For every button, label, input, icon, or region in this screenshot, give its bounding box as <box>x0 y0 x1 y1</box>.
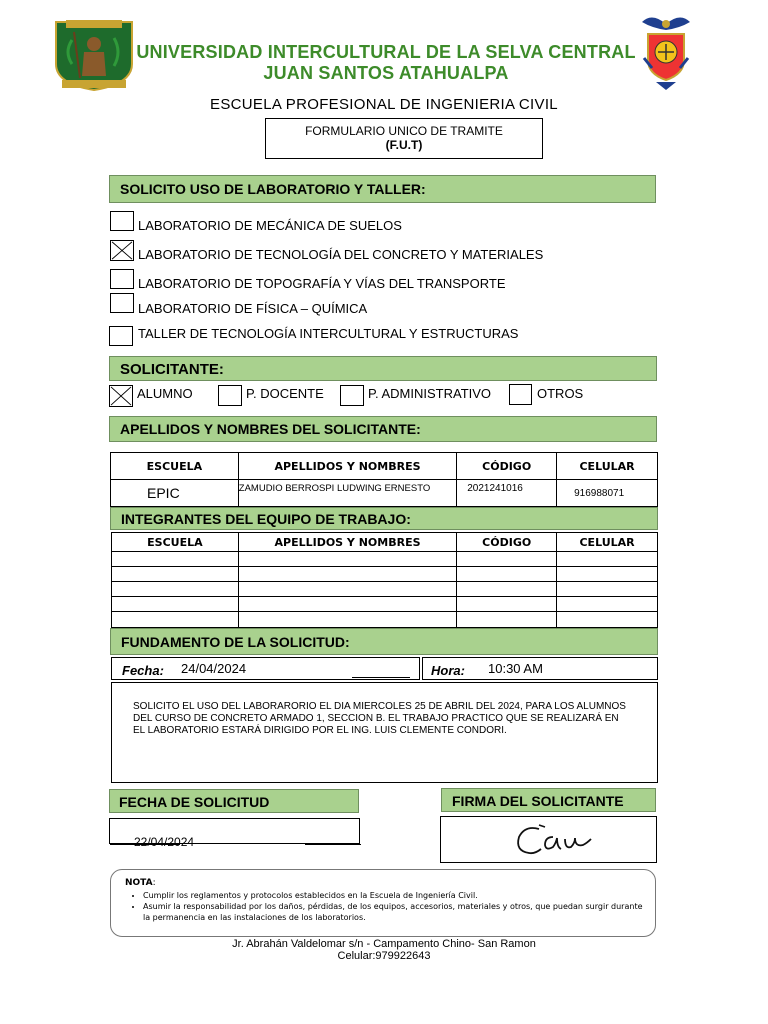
lab-section-title: SOLICITO USO DE LABORATORIO Y TALLER: <box>120 181 426 197</box>
cell-escuela[interactable]: EPIC <box>111 480 239 507</box>
header-nombres: APELLIDOS Y NOMBRES <box>238 453 456 480</box>
option-alumno: ALUMNO <box>137 386 193 401</box>
note-item: • Asumir la responsabilidad por los daños, pérdidas, de los equipos, accesorios, materiales y otros, que puedan surgir durante la permanencia en las instalaciones de los laboratorios. <box>143 901 643 923</box>
university-name: UNIVERSIDAD INTERCULTURAL DE LA SELVA CENTRAL <box>136 42 636 62</box>
table-row <box>111 480 658 507</box>
note-item: • Cumplir los reglamentos y protocolos establecidos en la Escuela de Ingeniería Civil. <box>143 890 643 901</box>
team-header-escuela: ESCUELA <box>112 533 239 552</box>
team-table <box>111 532 658 628</box>
footer-address: Jr. Abrahán Valdelomar s/n - Campamento Chino- San Ramon <box>232 938 536 950</box>
table-row[interactable] <box>112 567 658 582</box>
basis-section-title: FUNDAMENTO DE LA SOLICITUD: <box>121 634 350 650</box>
signature-box[interactable] <box>440 816 657 863</box>
cell-celular[interactable]: 916988071 <box>557 480 658 507</box>
signature-title: FIRMA DEL SOLICITANTE <box>452 793 624 809</box>
note-box <box>110 869 656 937</box>
request-date-box[interactable] <box>109 818 360 849</box>
requester-section-header <box>109 356 657 381</box>
team-header-nombres: APELLIDOS Y NOMBRES <box>238 533 457 552</box>
fecha-value[interactable]: 24/04/2024 <box>181 661 247 676</box>
engineering-emblem-right <box>638 8 694 92</box>
request-date-value: 22/04/2024 <box>134 835 195 849</box>
names-section-header <box>109 416 657 442</box>
team-section-header <box>110 507 658 530</box>
form-abbrev: (F.U.T) <box>385 138 423 152</box>
form-title: FORMULARIO UNICO DE TRAMITE <box>305 124 503 138</box>
requester-table <box>110 452 658 507</box>
cell-nombres[interactable]: ZAMUDIO BERROSPI LUDWING ERNESTO <box>238 480 456 507</box>
team-header-codigo: CÓDIGO <box>457 533 557 552</box>
hora-box <box>422 657 658 680</box>
table-row[interactable] <box>112 597 658 612</box>
footer <box>0 938 768 962</box>
fecha-box <box>111 657 420 680</box>
fecha-underline <box>352 677 410 678</box>
requester-section-title: SOLICITANTE: <box>120 361 224 378</box>
checkbox-administrativo[interactable] <box>340 385 364 406</box>
header-escuela: ESCUELA <box>111 453 239 480</box>
checkbox-concrete-technology[interactable] <box>110 240 134 261</box>
option-concrete-technology: LABORATORIO DE TECNOLOGÍA DEL CONCRETO Y MATERIALES <box>138 247 544 262</box>
signature-header <box>441 788 656 812</box>
checkbox-intercultural-workshop[interactable] <box>109 326 133 346</box>
checkbox-otros[interactable] <box>509 384 532 405</box>
option-docente: P. DOCENTE <box>246 386 324 401</box>
request-date-underline-right <box>305 844 361 845</box>
names-section-title: APELLIDOS Y NOMBRES DEL SOLICITANTE: <box>120 421 421 437</box>
check-x-icon <box>110 386 132 406</box>
hora-value[interactable]: 10:30 AM <box>488 661 543 676</box>
fecha-label: Fecha: <box>122 663 164 678</box>
header-celular: CELULAR <box>557 453 658 480</box>
table-row[interactable] <box>112 612 658 628</box>
option-topography: LABORATORIO DE TOPOGRAFÍA Y VÍAS DEL TRANSPORTE <box>138 276 506 291</box>
table-row[interactable] <box>112 552 658 567</box>
note-title: NOTA <box>125 878 153 888</box>
note-list <box>115 890 643 923</box>
university-subname: JUAN SANTOS ATAHUALPA <box>263 63 509 83</box>
checkbox-topography[interactable] <box>110 269 134 289</box>
option-administrativo: P. ADMINISTRATIVO <box>368 386 492 401</box>
basis-text-box[interactable] <box>111 682 658 783</box>
checkbox-docente[interactable] <box>218 385 242 406</box>
table-row[interactable] <box>112 582 658 597</box>
checkbox-soil-mechanics[interactable] <box>110 211 134 231</box>
checkbox-alumno[interactable] <box>109 385 133 407</box>
option-physics-chemistry: LABORATORIO DE FÍSICA – QUÍMICA <box>138 301 368 316</box>
school-name: ESCUELA PROFESIONAL DE INGENIERIA CIVIL <box>210 96 558 113</box>
request-date-title: FECHA DE SOLICITUD <box>119 794 270 810</box>
check-x-icon <box>111 241 133 260</box>
hora-label: Hora: <box>431 663 465 678</box>
note-colon: : <box>152 878 156 888</box>
option-soil-mechanics: LABORATORIO DE MECÁNICA DE SUELOS <box>138 218 402 233</box>
cell-codigo[interactable]: 2021241016 <box>457 480 557 507</box>
team-header-celular: CELULAR <box>557 533 658 552</box>
basis-text: SOLICITO EL USO DEL LABORARORIO EL DIA MIERCOLES 25 DE ABRIL DEL 2024, PARA LOS ALUMNOS DEL CURSO DE CONCRETO ARMADO 1, SECCION B. EL TRABAJO PRACTICO QUE SE REALIZARÁ EN EL LABORATORIO ESTARÁ DIRIGIDO POR EL ING. LUIS CLEMENTE CONDORI. <box>133 701 626 736</box>
university-logo-left <box>52 18 136 92</box>
lab-section-header <box>109 175 656 203</box>
checkbox-physics-chemistry[interactable] <box>110 293 134 313</box>
basis-section-header <box>110 628 658 655</box>
option-intercultural-workshop: TALLER DE TECNOLOGÍA INTERCULTURAL Y ESTRUCTURAS <box>138 326 519 341</box>
footer-phone: Celular:979922643 <box>337 950 431 962</box>
handwritten-signature <box>441 817 658 864</box>
option-otros: OTROS <box>537 386 584 401</box>
team-section-title: INTEGRANTES DEL EQUIPO DE TRABAJO: <box>121 511 411 527</box>
header-codigo: CÓDIGO <box>457 453 557 480</box>
form-title-box <box>265 118 543 159</box>
request-date-header <box>109 789 359 813</box>
